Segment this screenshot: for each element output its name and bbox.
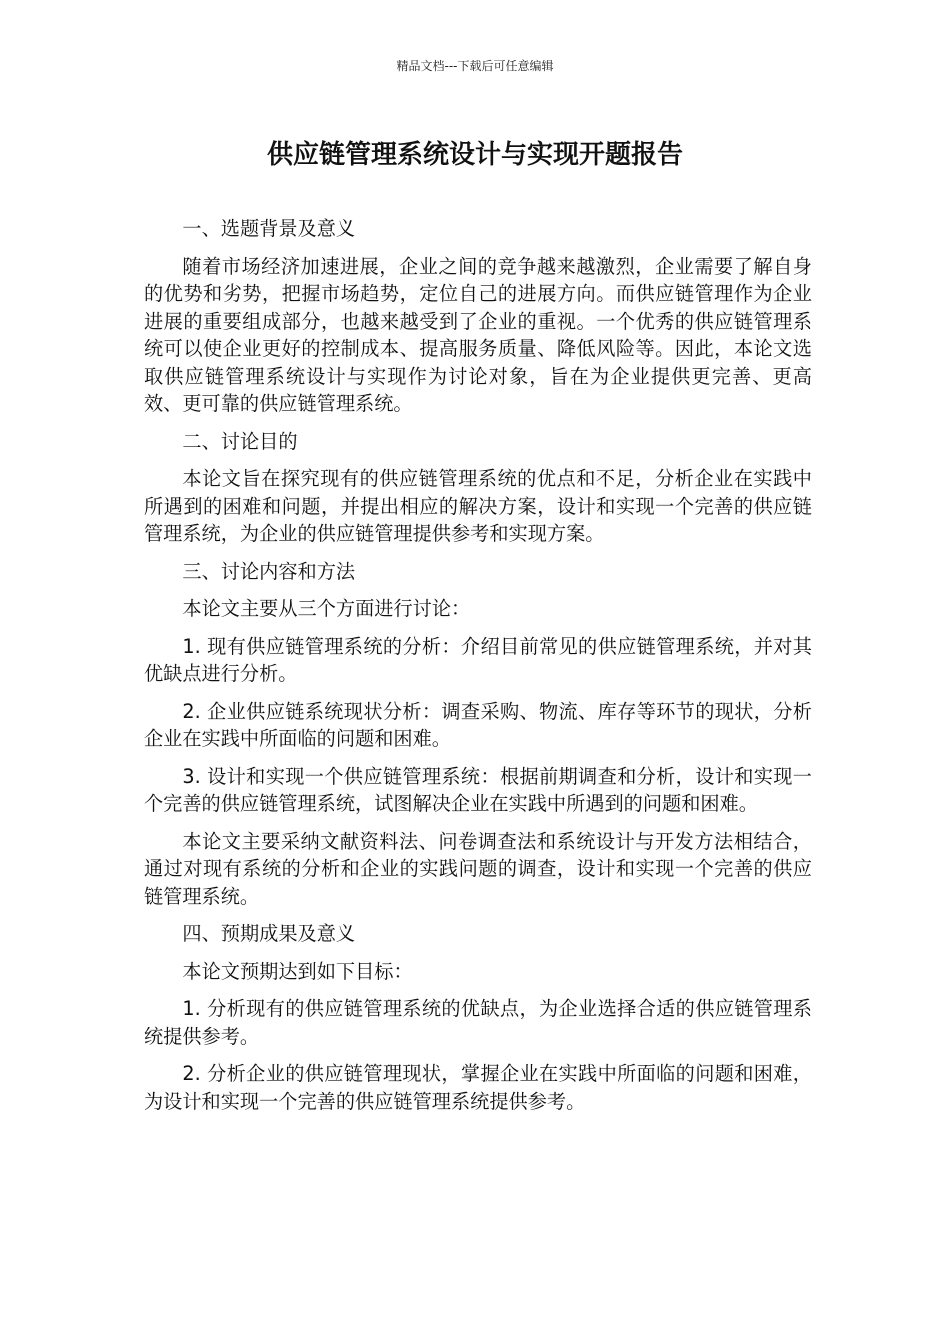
paragraph-background: 随着市场经济加速进展，企业之间的竞争越来越激烈，企业需要了解自身的优势和劣势，把握市场趋势，定位自己的进展方向。而供应链管理作为企业进展的重要组成部分，也越来越受到了企业的重视。一个优秀的供应链管理系统可以使企业更好的控制成本、提高服务质量、降低风险等。因此，本论文选取供应链管理系统设计与实现作为讨论对象，旨在为企业提供更完善、更高效、更可靠的供应链管理系统。 [144, 254, 812, 415]
section-heading-purpose: 二、讨论目的 [182, 429, 298, 453]
list-item-content-3: 3. 设计和实现一个供应链管理系统：根据前期调查和分析，设计和实现一个完善的供应链管理系统，试图解决企业在实践中所遇到的问题和困难。 [144, 764, 812, 815]
list-item-content-1: 1. 现有供应链管理系统的分析：介绍目前常见的供应链管理系统，并对其优缺点进行分析。 [144, 634, 812, 685]
list-item-goal-1: 1. 分析现有的供应链管理系统的优缺点，为企业选择合适的供应链管理系统提供参考。 [144, 997, 812, 1048]
document-title: 供应链管理系统设计与实现开题报告 [266, 140, 683, 170]
section-heading-content-method: 三、讨论内容和方法 [182, 559, 356, 583]
list-item-goal-2: 2. 分析企业的供应链管理现状，掌握企业在实践中所面临的问题和困难，为设计和实现一个完善的供应链管理系统提供参考。 [144, 1062, 812, 1113]
list-item-content-2: 2. 企业供应链系统现状分析：调查采购、物流、库存等环节的现状，分析企业在实践中所面临的问题和困难。 [144, 699, 812, 750]
paragraph-goals-intro: 本论文预期达到如下目标： [182, 959, 413, 983]
section-heading-background: 一、选题背景及意义 [182, 217, 356, 240]
paragraph-method: 本论文主要采纳文献资料法、问卷调查法和系统设计与开发方法相结合，通过对现有系统的分析和企业的实践问题的调查，设计和实现一个完善的供应链管理系统。 [144, 829, 812, 908]
paragraph-purpose: 本论文旨在探究现有的供应链管理系统的优点和不足，分析企业在实践中所遇到的困难和问题，并提出相应的解决方案，设计和实现一个完善的供应链管理系统，为企业的供应链管理提供参考和实现方案。 [144, 467, 812, 545]
document-body [144, 215, 812, 1125]
header-note: 精品文档---下载后可任意编辑 [396, 59, 554, 73]
section-heading-expected-results: 四、预期成果及意义 [182, 922, 356, 945]
paragraph-content-intro: 本论文主要从三个方面进行讨论： [182, 597, 471, 620]
